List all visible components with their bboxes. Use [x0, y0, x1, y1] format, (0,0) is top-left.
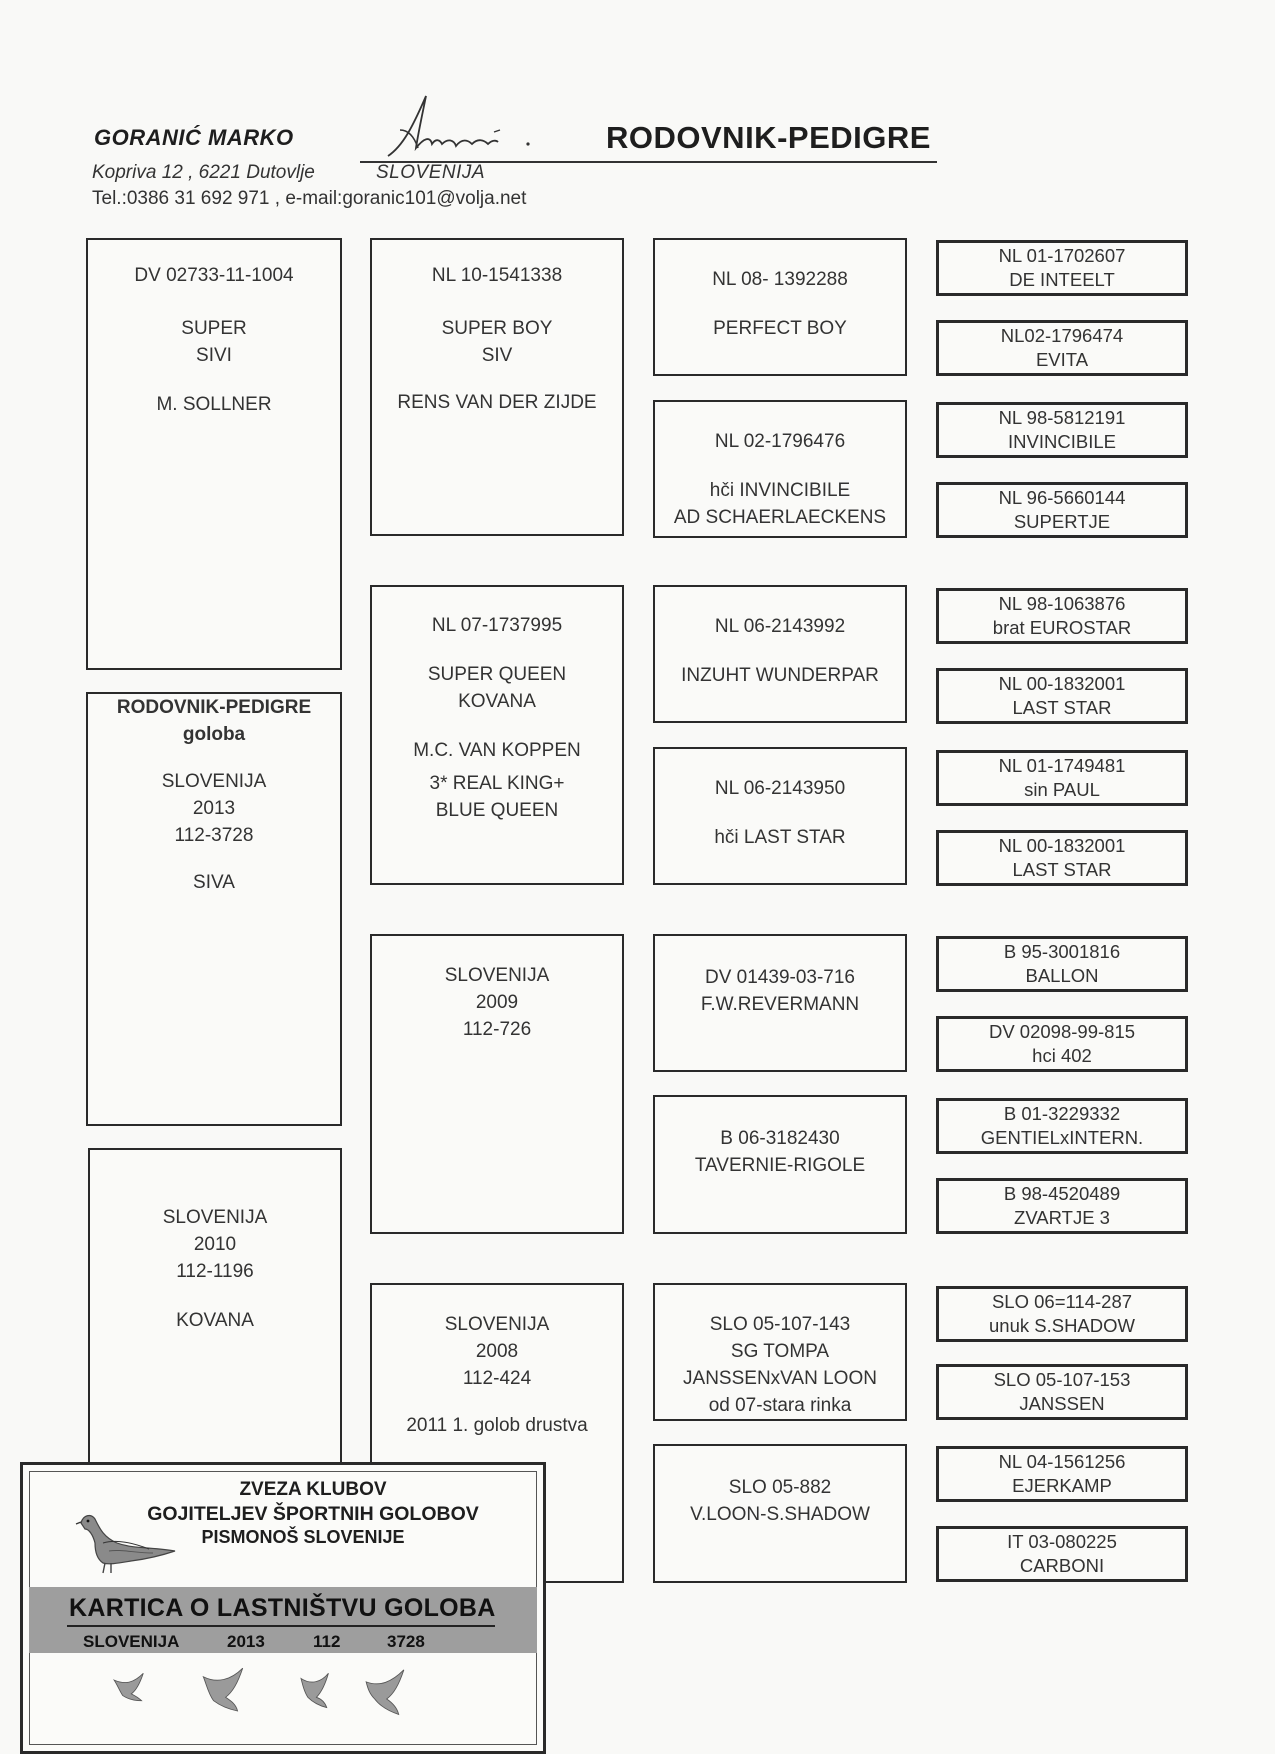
gen2-1-ring: NL 10-1541338 — [431, 265, 563, 286]
gen3-2-name: hči INVINCIBILE — [709, 480, 851, 501]
breeder-name: GORANIĆ MARKO — [94, 125, 294, 150]
gen3-6-ring: B 06-3182430 — [720, 1128, 840, 1149]
gen4-14-ring: SLO 05-107-153 — [993, 1369, 1131, 1390]
gen4-box-5 — [936, 588, 1188, 644]
gen4-box-13 — [936, 1286, 1188, 1342]
gen2-3-country: SLOVENIJA — [444, 965, 550, 986]
gen4-4-name: SUPERTJE — [1013, 511, 1111, 532]
gen2-1-breeder: RENS VAN DER ZIJDE — [397, 392, 597, 413]
gen3-5-ring: DV 01439-03-716 — [705, 967, 855, 988]
gen4-13-name: unuk S.SHADOW — [989, 1315, 1135, 1336]
breeder-country: SLOVENIJA — [376, 162, 486, 183]
gen2-4-ring: 112-424 — [462, 1368, 532, 1389]
gen4-6-name: LAST STAR — [1012, 697, 1112, 718]
pigeon-icon — [73, 1503, 183, 1577]
gen2-2-note-2: BLUE QUEEN — [435, 800, 559, 821]
sire-ring: DV 02733-11-1004 — [134, 265, 294, 286]
gen4-14-name: JANSSEN — [1019, 1393, 1105, 1414]
gen2-box-3 — [370, 934, 624, 1234]
gen2-2-note-1: 3* REAL KING+ — [429, 773, 565, 794]
signature — [378, 86, 548, 166]
gen4-box-10 — [936, 1016, 1188, 1072]
gen3-box-1 — [653, 238, 907, 376]
gen4-12-ring: B 98-4520489 — [1003, 1183, 1121, 1204]
subject-country: SLOVENIJA — [161, 771, 267, 792]
gen4-8-name: LAST STAR — [1012, 859, 1112, 880]
subject-heading: RODOVNIK-PEDIGRE — [116, 697, 312, 718]
card-year: 2013 — [227, 1632, 265, 1651]
dam-color: KOVANA — [176, 1310, 254, 1331]
dam-box — [88, 1148, 342, 1478]
gen4-16-name: CARBONI — [1019, 1555, 1105, 1576]
gen4-6-ring: NL 00-1832001 — [998, 673, 1126, 694]
gen2-1-name: SUPER BOY — [441, 318, 553, 339]
gen2-2-ring: NL 07-1737995 — [431, 615, 563, 636]
gen3-2-breeder: AD SCHAERLAECKENS — [673, 507, 887, 528]
gen4-box-7 — [936, 750, 1188, 806]
gen4-7-ring: NL 01-1749481 — [998, 755, 1126, 776]
gen3-7-name: SG TOMPA — [730, 1341, 830, 1362]
gen2-2-color: KOVANA — [458, 691, 536, 712]
breeder-address: Kopriva 12 , 6221 Dutovlje — [92, 162, 315, 183]
gen3-8-line: V.LOON-S.SHADOW — [690, 1504, 870, 1525]
card-club: 112 — [313, 1632, 341, 1651]
gen4-3-name: INVINCIBILE — [1008, 431, 1116, 452]
card-org-line-2: GOJITELJEV ŠPORTNIH GOLOBOV — [147, 1503, 479, 1525]
gen4-4-ring: NL 96-5660144 — [998, 487, 1126, 508]
gen4-5-name: brat EUROSTAR — [992, 617, 1132, 638]
card-org-line-3: PISMONOŠ SLOVENIJE — [201, 1527, 405, 1547]
gen4-box-12 — [936, 1178, 1188, 1234]
gen4-9-name: BALLON — [1025, 965, 1099, 986]
gen4-2-ring: NL02-1796474 — [1000, 325, 1124, 346]
subject-heading-2: goloba — [182, 724, 246, 745]
gen4-box-3 — [936, 402, 1188, 458]
sire-color: SIVI — [196, 345, 232, 366]
gen4-16-ring: IT 03-080225 — [1007, 1531, 1117, 1552]
document-title: RODOVNIK-PEDIGRE — [606, 120, 931, 155]
gen4-box-11 — [936, 1098, 1188, 1154]
gen4-9-ring: B 95-3001816 — [1003, 941, 1121, 962]
gen4-11-name: GENTIELxINTERN. — [980, 1127, 1144, 1148]
dam-country: SLOVENIJA — [162, 1207, 268, 1228]
gen4-11-ring: B 01-3229332 — [1003, 1103, 1121, 1124]
gen3-6-breeder: TAVERNIE-RIGOLE — [694, 1155, 866, 1176]
gen2-1-color: SIV — [481, 345, 513, 366]
subject-color: SIVA — [193, 872, 235, 893]
breeder-contact: Tel.:0386 31 692 971 , e-mail:goranic101@volja.net — [92, 188, 527, 209]
dam-year: 2010 — [193, 1234, 237, 1255]
gen4-5-ring: NL 98-1063876 — [998, 593, 1126, 614]
gen2-2-breeder: M.C. VAN KOPPEN — [413, 740, 581, 761]
gen4-7-name: sin PAUL — [1024, 779, 1100, 800]
gen2-4-note: 2011 1. golob drustva — [406, 1415, 588, 1436]
sire-breeder: M. SOLLNER — [156, 394, 272, 415]
gen3-box-3 — [653, 585, 907, 723]
sire-name: SUPER — [181, 318, 247, 339]
gen3-box-8 — [653, 1444, 907, 1583]
gen3-8-ring: SLO 05-882 — [728, 1477, 832, 1498]
card-country: SLOVENIJA — [83, 1632, 180, 1651]
gen4-15-ring: NL 04-1561256 — [998, 1451, 1126, 1472]
card-title: KARTICA O LASTNIŠTVU GOLOBA — [69, 1594, 496, 1622]
gen4-box-6 — [936, 668, 1188, 724]
gen4-box-4 — [936, 482, 1188, 538]
gen4-10-name: hci 402 — [1032, 1045, 1092, 1066]
gen4-box-2 — [936, 320, 1188, 376]
gen2-box-1 — [370, 238, 624, 536]
gen3-4-ring: NL 06-2143950 — [714, 778, 846, 799]
gen4-3-ring: NL 98-5812191 — [998, 407, 1126, 428]
gen3-1-name: PERFECT BOY — [713, 318, 847, 339]
gen3-1-ring: NL 08- 1392288 — [712, 269, 848, 290]
gen4-2-name: EVITA — [1035, 349, 1089, 370]
sire-box — [86, 238, 342, 670]
gen3-box-2 — [653, 400, 907, 538]
gen3-4-name: hči LAST STAR — [714, 827, 846, 848]
gen3-box-4 — [653, 747, 907, 885]
gen3-3-ring: NL 06-2143992 — [714, 616, 846, 637]
gen4-1-name: DE INTEELT — [1009, 269, 1115, 290]
gen4-15-name: EJERKAMP — [1012, 1475, 1112, 1496]
subject-year: 2013 — [192, 798, 236, 819]
gen2-3-year: 2009 — [475, 992, 519, 1013]
gen3-box-5 — [653, 934, 907, 1072]
gen4-1-ring: NL 01-1702607 — [998, 245, 1126, 266]
gen4-10-ring: DV 02098-99-815 — [988, 1021, 1136, 1042]
card-title-rule — [67, 1625, 495, 1627]
gen3-7-line: JANSSENxVAN LOON — [683, 1368, 877, 1389]
gen4-12-name: ZVARTJE 3 — [1014, 1207, 1110, 1228]
gen3-7-note: od 07-stara rinka — [708, 1395, 852, 1416]
gen3-7-ring: SLO 05-107-143 — [709, 1314, 851, 1335]
gen4-13-ring: SLO 06=114-287 — [991, 1291, 1133, 1312]
gen2-2-name: SUPER QUEEN — [427, 664, 567, 685]
gen2-4-year: 2008 — [475, 1341, 519, 1362]
gen4-box-15 — [936, 1446, 1188, 1502]
gen4-8-ring: NL 00-1832001 — [998, 835, 1126, 856]
gen4-box-1 — [936, 240, 1188, 296]
gen4-box-9 — [936, 936, 1188, 992]
gen4-box-16 — [936, 1526, 1188, 1582]
flying-birds-icon — [79, 1663, 499, 1723]
gen2-4-country: SLOVENIJA — [444, 1314, 550, 1335]
gen3-box-7 — [653, 1283, 907, 1421]
subject-ring: 112-3728 — [174, 825, 254, 846]
gen2-box-2 — [370, 585, 624, 885]
card-number: 3728 — [387, 1632, 425, 1651]
ownership-card — [20, 1462, 546, 1754]
gen2-3-ring: 112-726 — [462, 1019, 532, 1040]
gen3-3-name: INZUHT WUNDERPAR — [681, 665, 879, 686]
gen4-box-14 — [936, 1364, 1188, 1420]
gen3-2-ring: NL 02-1796476 — [714, 431, 846, 452]
card-org-line-1: ZVEZA KLUBOV — [239, 1479, 387, 1500]
subject-box — [86, 692, 342, 1126]
gen3-box-6 — [653, 1095, 907, 1234]
gen3-5-breeder: F.W.REVERMANN — [700, 994, 860, 1015]
gen4-box-8 — [936, 830, 1188, 886]
dam-ring: 112-1196 — [176, 1261, 254, 1282]
